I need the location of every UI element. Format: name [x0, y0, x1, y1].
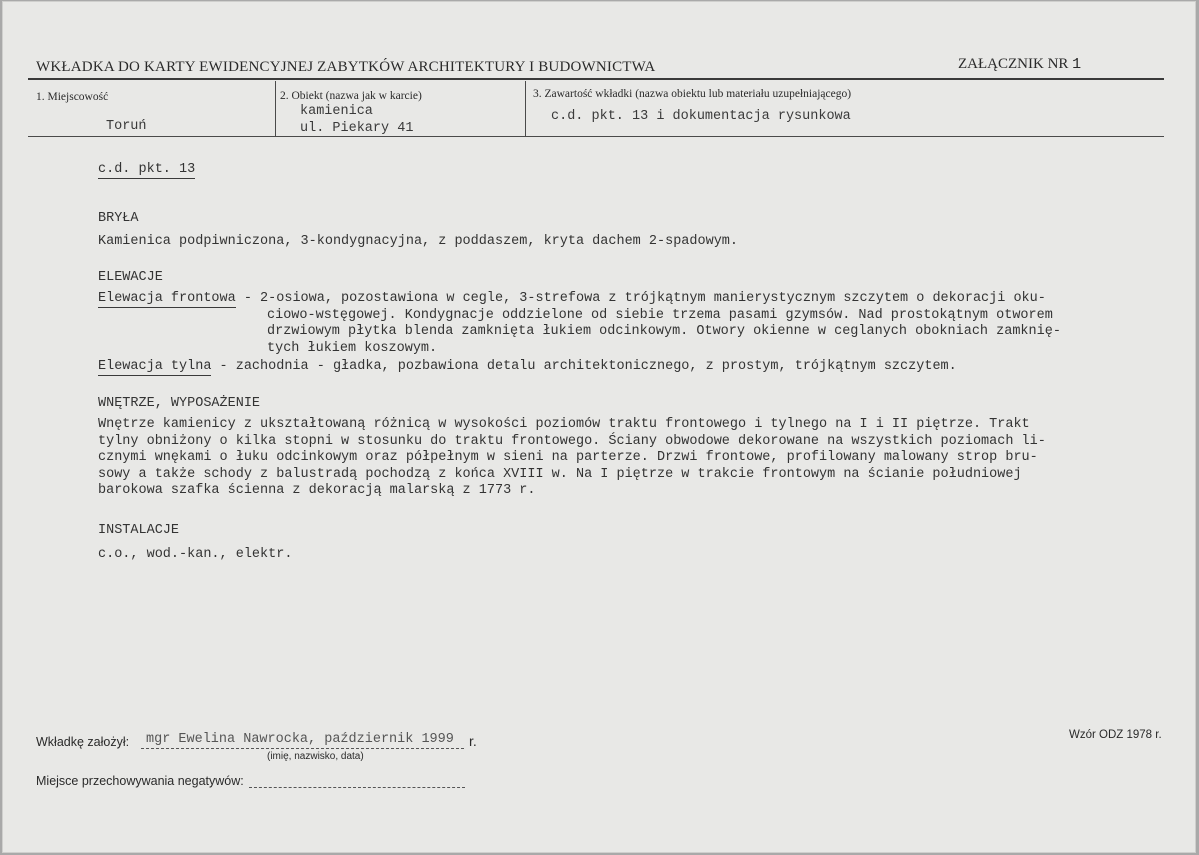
wnetrze-line-5: barokowa szafka ścienna z dekoracją malarską z 1773 r. — [98, 483, 536, 498]
annex-number: 1 — [1072, 56, 1082, 73]
section-reference-text: c.d. pkt. 13 — [98, 162, 196, 177]
wnetrze-line-2: tylny obniżony o kilka stopni w stosunku do traktu frontowego. Ściany obwodowe dekorowane na wszystkich poziomach li- — [98, 433, 1046, 449]
card-title: WKŁADKA DO KARTY EWIDENCYJNEJ ZABYTKÓW ARCHITEKTURY I BUDOWNICTWA — [36, 59, 656, 75]
field-2-value-line2: ul. Piekary 41 — [300, 121, 414, 136]
field-divider-2 — [525, 81, 526, 137]
created-by-line — [141, 748, 464, 749]
instalacje-text: c.o., wod.-kan., elektr. — [98, 547, 293, 562]
header-rule — [28, 78, 1164, 80]
rear-elevation-paragraph — [98, 359, 1098, 376]
wnetrze-line-3: cznymi wnękami o łuku odcinkowym oraz półpełnym w sieni na parterze. Drzwi frontowe, profilowany malowany strop bru- — [98, 450, 1038, 465]
rear-elevation-label: Elewacja tylna — [98, 359, 212, 374]
wnetrze-heading: WNĘTRZE, WYPOSAŻENIE — [98, 396, 261, 411]
annex-label — [958, 56, 1081, 73]
wnetrze-paragraph — [98, 417, 1098, 500]
created-by-hint: (imię, nazwisko, data) — [267, 751, 364, 762]
elewacje-heading: ELEWACJE — [98, 270, 163, 285]
front-elevation-line-4: tych łukiem koszowym. — [267, 340, 438, 356]
created-by-value: mgr Ewelina Nawrocka, październik 1999 — [146, 732, 454, 747]
front-elevation-line-1 — [98, 291, 1098, 308]
front-elevation-line-2: ciowo-wstęgowej. Kondygnacje oddzielone od siebie trzema pasami gzymsów. Nad prostokątnym otworem — [267, 307, 1053, 323]
bryla-heading: BRYŁA — [98, 211, 139, 226]
negatives-line — [249, 787, 465, 788]
created-by-suffix: r. — [469, 733, 477, 749]
negatives-label: Miejsce przechowywania negatywów: — [36, 774, 244, 788]
model-label: Wzór ODZ 1978 r. — [1069, 729, 1162, 741]
rear-elevation-line — [98, 359, 1098, 376]
section-reference — [98, 162, 195, 177]
front-elevation-line-3: drzwiowym płytka blenda zamknięta łukiem odcinkowym. Otwory okienne w ceglanych obokniach zamknię- — [267, 324, 1061, 339]
bryla-text: Kamienica podpiwniczona, 3-kondygnacyjna, z poddaszem, kryta dachem 2-spadowym. — [98, 234, 739, 249]
field-2-label: 2. Obiekt (nazwa jak w karcie) — [280, 90, 422, 102]
field-3-value: c.d. pkt. 13 i dokumentacja rysunkowa — [551, 109, 851, 124]
field-1-value: Toruń — [106, 119, 147, 134]
front-elevation-paragraph — [98, 291, 1098, 357]
field-row-rule — [28, 136, 1164, 137]
annex-label-text: ZAŁĄCZNIK NR — [958, 56, 1069, 72]
created-by-label: Wkładkę założył: — [36, 735, 130, 749]
rear-elevation-text: - zachodnia - gładka, pozbawiona detalu architektonicznego, z prostym, trójkątnym szczytem. — [211, 359, 957, 374]
wnetrze-line-4: sowy a także schody z balustradą pochodzą z końca XVIII w. Na I piętrze w trakcie frontowym na ścianie południowej — [98, 466, 1022, 482]
wnetrze-line-1: Wnętrze kamienicy z ukształtowaną różnicą w wysokości poziomów traktu frontowego i tylnego na I i II piętrze. Trakt — [98, 417, 1030, 432]
field-divider-1 — [275, 81, 276, 137]
record-card — [2, 1, 1196, 853]
field-3-label: 3. Zawartość wkładki (nazwa obiektu lub materiału uzupełniającego) — [533, 88, 852, 100]
front-elevation-text-1: - 2-osiowa, pozostawiona w cegle, 3-strefowa z trójkątnym manierystycznym szczytem o dekoracji oku- — [235, 291, 1046, 306]
field-1-label: 1. Miejscowość — [36, 91, 109, 103]
front-elevation-label: Elewacja frontowa — [98, 291, 236, 306]
instalacje-heading: INSTALACJE — [98, 523, 180, 538]
field-2-value-line1: kamienica — [300, 104, 373, 119]
